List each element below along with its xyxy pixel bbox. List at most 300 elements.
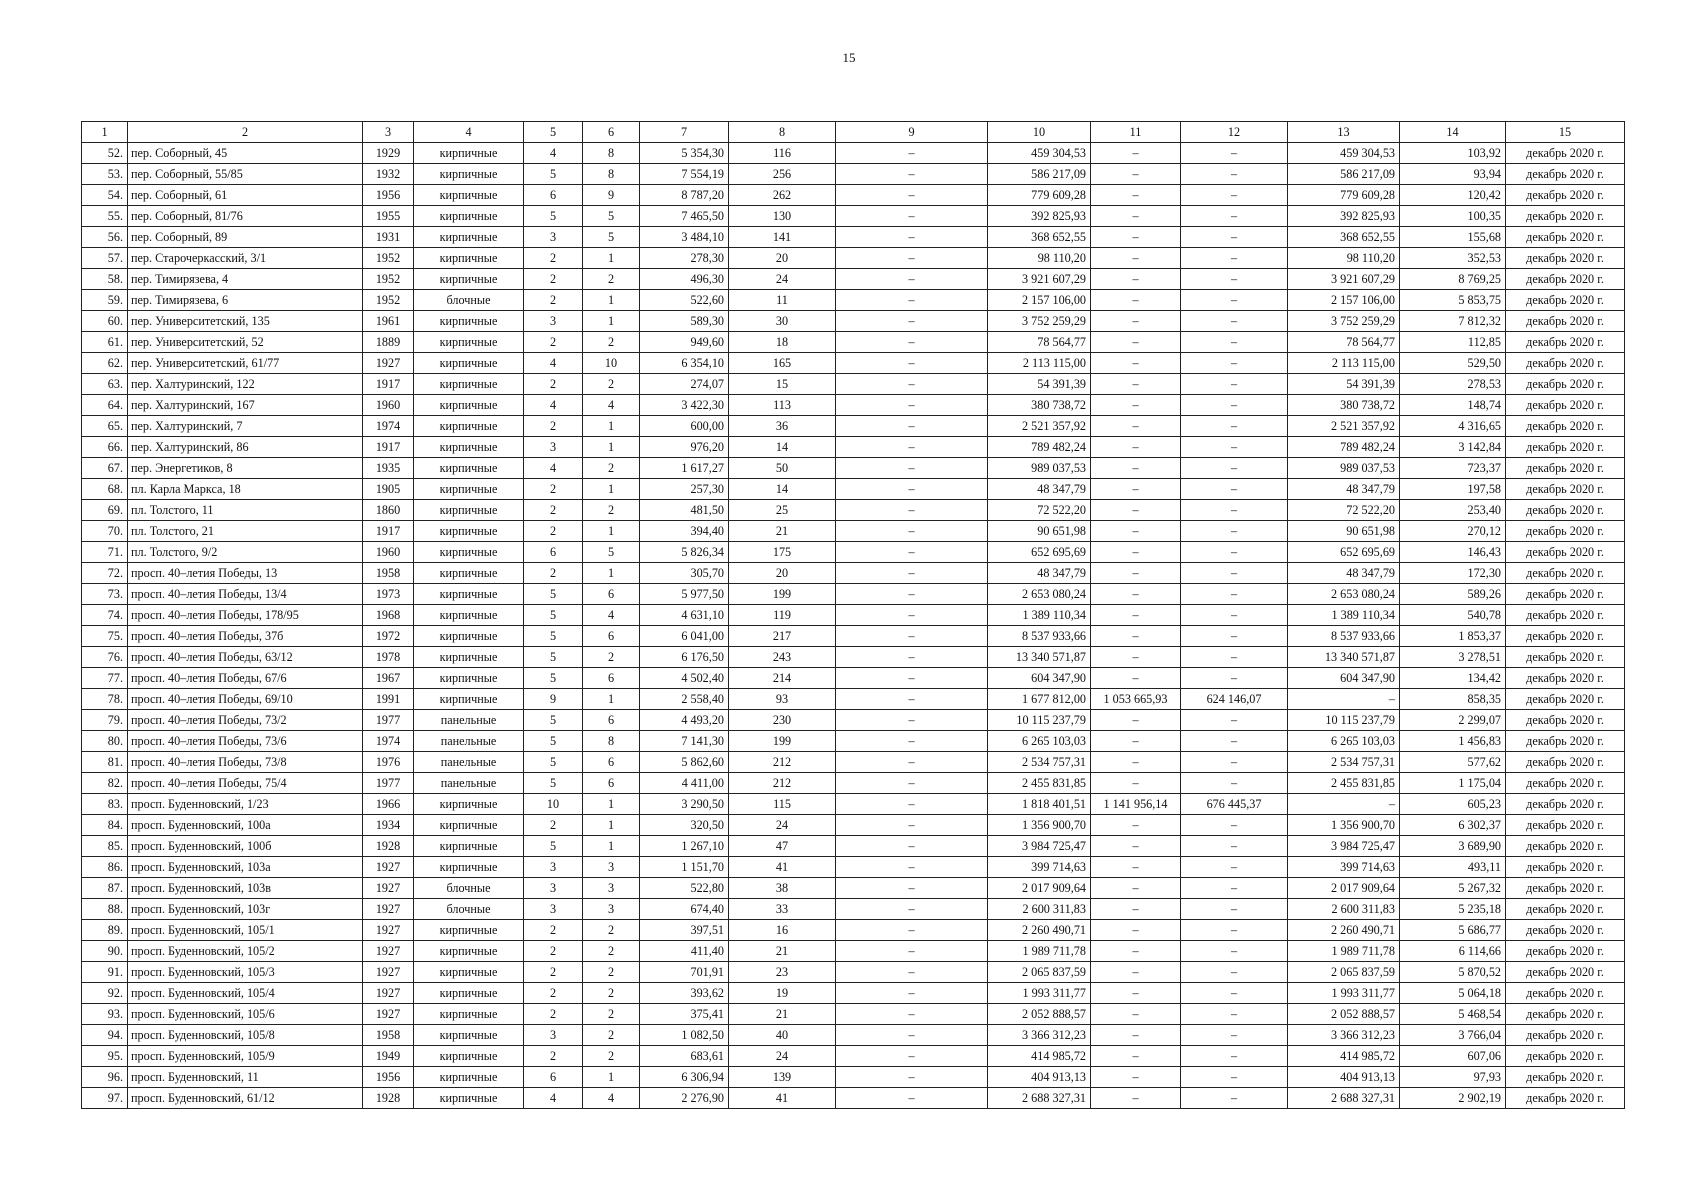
table-row xyxy=(82,479,1625,500)
table-header-row xyxy=(82,122,1625,143)
table-cell-col-15: декабрь 2020 г. xyxy=(1506,941,1625,962)
table-cell-col-9: – xyxy=(836,605,988,626)
table-cell-col-2: пер. Старочеркасский, 3/1 xyxy=(128,248,363,269)
table-cell-col-11: – xyxy=(1091,647,1181,668)
table-cell-col-1: 89. xyxy=(82,920,128,941)
table-cell-col-7: 4 631,10 xyxy=(640,605,729,626)
table-cell-col-5: 5 xyxy=(524,836,583,857)
table-cell-col-12: – xyxy=(1181,500,1288,521)
table-row xyxy=(82,416,1625,437)
table-cell-col-13: 6 265 103,03 xyxy=(1288,731,1400,752)
table-row xyxy=(82,353,1625,374)
table-cell-col-1: 62. xyxy=(82,353,128,374)
table-cell-col-8: 212 xyxy=(729,752,836,773)
table-cell-col-13: 98 110,20 xyxy=(1288,248,1400,269)
table-cell-col-15: декабрь 2020 г. xyxy=(1506,332,1625,353)
table-cell-col-9: – xyxy=(836,437,988,458)
table-cell-col-4: кирпичные xyxy=(414,626,524,647)
table-cell-col-9: – xyxy=(836,458,988,479)
table-cell-col-8: 21 xyxy=(729,1004,836,1025)
table-cell-col-5: 2 xyxy=(524,500,583,521)
table-cell-col-7: 8 787,20 xyxy=(640,185,729,206)
table-cell-col-4: кирпичные xyxy=(414,206,524,227)
table-cell-col-13: 2 052 888,57 xyxy=(1288,1004,1400,1025)
table-cell-col-7: 522,60 xyxy=(640,290,729,311)
table-cell-col-14: 2 902,19 xyxy=(1400,1088,1506,1109)
table-cell-col-5: 2 xyxy=(524,416,583,437)
table-cell-col-5: 3 xyxy=(524,857,583,878)
table-cell-col-15: декабрь 2020 г. xyxy=(1506,815,1625,836)
table-cell-col-10: 789 482,24 xyxy=(988,437,1091,458)
table-cell-col-6: 1 xyxy=(583,437,640,458)
table-cell-col-3: 1968 xyxy=(363,605,414,626)
table-cell-col-3: 1927 xyxy=(363,353,414,374)
table-cell-col-3: 1917 xyxy=(363,521,414,542)
table-cell-col-8: 93 xyxy=(729,689,836,710)
table-cell-col-11: – xyxy=(1091,983,1181,1004)
table-cell-col-7: 320,50 xyxy=(640,815,729,836)
table-cell-col-15: декабрь 2020 г. xyxy=(1506,143,1625,164)
table-cell-col-8: 30 xyxy=(729,311,836,332)
table-row xyxy=(82,1004,1625,1025)
table-cell-col-1: 67. xyxy=(82,458,128,479)
table-cell-col-3: 1934 xyxy=(363,815,414,836)
table-cell-col-1: 61. xyxy=(82,332,128,353)
table-cell-col-11: – xyxy=(1091,773,1181,794)
page-number: 15 xyxy=(842,50,856,65)
table-cell-col-10: 368 652,55 xyxy=(988,227,1091,248)
table-cell-col-15: декабрь 2020 г. xyxy=(1506,437,1625,458)
table-cell-col-2: просп. Буденновский, 11 xyxy=(128,1067,363,1088)
table-cell-col-11: – xyxy=(1091,563,1181,584)
table-row xyxy=(82,584,1625,605)
table-cell-col-1: 83. xyxy=(82,794,128,815)
table-cell-col-1: 68. xyxy=(82,479,128,500)
table-cell-col-9: – xyxy=(836,647,988,668)
table-cell-col-9: – xyxy=(836,353,988,374)
table-cell-col-9: – xyxy=(836,500,988,521)
table-cell-col-11: – xyxy=(1091,668,1181,689)
table-cell-col-2: просп. Буденновский, 105/4 xyxy=(128,983,363,1004)
table-row xyxy=(82,542,1625,563)
table-cell-col-9: – xyxy=(836,794,988,815)
table-cell-col-8: 20 xyxy=(729,248,836,269)
table-row xyxy=(82,836,1625,857)
table-cell-col-2: пер. Халтуринский, 86 xyxy=(128,437,363,458)
table-cell-col-14: 270,12 xyxy=(1400,521,1506,542)
table-cell-col-14: 3 766,04 xyxy=(1400,1025,1506,1046)
table-cell-col-10: 1 818 401,51 xyxy=(988,794,1091,815)
table-cell-col-1: 64. xyxy=(82,395,128,416)
table-cell-col-12: 624 146,07 xyxy=(1181,689,1288,710)
table-cell-col-10: 404 913,13 xyxy=(988,1067,1091,1088)
table-row xyxy=(82,668,1625,689)
table-cell-col-14: 197,58 xyxy=(1400,479,1506,500)
table-row xyxy=(82,647,1625,668)
table-cell-col-13: 1 993 311,77 xyxy=(1288,983,1400,1004)
table-cell-col-3: 1960 xyxy=(363,395,414,416)
table-cell-col-8: 19 xyxy=(729,983,836,1004)
table-cell-col-5: 2 xyxy=(524,920,583,941)
table-cell-col-10: 3 984 725,47 xyxy=(988,836,1091,857)
table-cell-col-15: декабрь 2020 г. xyxy=(1506,584,1625,605)
table-cell-col-13: 2 017 909,64 xyxy=(1288,878,1400,899)
table-cell-col-13: 78 564,77 xyxy=(1288,332,1400,353)
table-cell-col-15: декабрь 2020 г. xyxy=(1506,878,1625,899)
table-cell-col-8: 20 xyxy=(729,563,836,584)
table-cell-col-8: 23 xyxy=(729,962,836,983)
table-cell-col-2: просп. 40–летия Победы, 75/4 xyxy=(128,773,363,794)
table-cell-col-12: – xyxy=(1181,206,1288,227)
table-cell-col-8: 50 xyxy=(729,458,836,479)
table-cell-col-15: декабрь 2020 г. xyxy=(1506,248,1625,269)
table-cell-col-12: – xyxy=(1181,1067,1288,1088)
table-cell-col-2: просп. Буденновский, 105/6 xyxy=(128,1004,363,1025)
table-cell-col-14: 529,50 xyxy=(1400,353,1506,374)
table-cell-col-13: – xyxy=(1288,794,1400,815)
table-cell-col-13: 586 217,09 xyxy=(1288,164,1400,185)
table-cell-col-2: просп. Буденновский, 105/2 xyxy=(128,941,363,962)
table-row xyxy=(82,458,1625,479)
table-cell-col-13: 989 037,53 xyxy=(1288,458,1400,479)
table-cell-col-13: 1 389 110,34 xyxy=(1288,605,1400,626)
table-cell-col-11: – xyxy=(1091,395,1181,416)
table-cell-col-1: 97. xyxy=(82,1088,128,1109)
table-cell-col-7: 375,41 xyxy=(640,1004,729,1025)
table-cell-col-9: – xyxy=(836,710,988,731)
table-cell-col-11: – xyxy=(1091,185,1181,206)
table-cell-col-10: 3 752 259,29 xyxy=(988,311,1091,332)
table-cell-col-13: 8 537 933,66 xyxy=(1288,626,1400,647)
table-cell-col-1: 91. xyxy=(82,962,128,983)
table-cell-col-8: 24 xyxy=(729,1046,836,1067)
table-cell-col-13: 1 356 900,70 xyxy=(1288,815,1400,836)
table-cell-col-5: 5 xyxy=(524,710,583,731)
table-cell-col-12: – xyxy=(1181,437,1288,458)
table-cell-col-8: 256 xyxy=(729,164,836,185)
table-cell-col-12: – xyxy=(1181,311,1288,332)
table-cell-col-6: 2 xyxy=(583,983,640,1004)
table-cell-col-9: – xyxy=(836,626,988,647)
table-cell-col-3: 1974 xyxy=(363,731,414,752)
table-cell-col-2: пер. Тимирязева, 6 xyxy=(128,290,363,311)
table-row xyxy=(82,311,1625,332)
table-cell-col-4: кирпичные xyxy=(414,794,524,815)
table-cell-col-1: 78. xyxy=(82,689,128,710)
table-cell-col-15: декабрь 2020 г. xyxy=(1506,521,1625,542)
table-cell-col-2: пер. Халтуринский, 122 xyxy=(128,374,363,395)
table-cell-col-10: 2 260 490,71 xyxy=(988,920,1091,941)
table-cell-col-6: 2 xyxy=(583,647,640,668)
table-cell-col-3: 1991 xyxy=(363,689,414,710)
table-cell-col-3: 1973 xyxy=(363,584,414,605)
table-row xyxy=(82,941,1625,962)
table-cell-col-11: – xyxy=(1091,206,1181,227)
table-cell-col-8: 199 xyxy=(729,584,836,605)
table-cell-col-13: 54 391,39 xyxy=(1288,374,1400,395)
table-cell-col-8: 116 xyxy=(729,143,836,164)
table-row xyxy=(82,206,1625,227)
table-cell-col-7: 496,30 xyxy=(640,269,729,290)
table-cell-col-11: – xyxy=(1091,311,1181,332)
table-cell-col-15: декабрь 2020 г. xyxy=(1506,1088,1625,1109)
table-cell-col-7: 589,30 xyxy=(640,311,729,332)
table-cell-col-6: 1 xyxy=(583,416,640,437)
table-cell-col-8: 21 xyxy=(729,521,836,542)
table-cell-col-12: – xyxy=(1181,731,1288,752)
table-cell-col-9: – xyxy=(836,1025,988,1046)
table-cell-col-9: – xyxy=(836,563,988,584)
table-cell-col-15: декабрь 2020 г. xyxy=(1506,353,1625,374)
table-cell-col-13: 2 600 311,83 xyxy=(1288,899,1400,920)
table-cell-col-1: 70. xyxy=(82,521,128,542)
table-cell-col-15: декабрь 2020 г. xyxy=(1506,689,1625,710)
column-header-8: 8 xyxy=(729,122,836,143)
table-cell-col-5: 5 xyxy=(524,647,583,668)
table-cell-col-9: – xyxy=(836,248,988,269)
table-cell-col-10: 2 455 831,85 xyxy=(988,773,1091,794)
table-cell-col-11: – xyxy=(1091,416,1181,437)
table-cell-col-7: 674,40 xyxy=(640,899,729,920)
table-cell-col-9: – xyxy=(836,206,988,227)
table-cell-col-9: – xyxy=(836,542,988,563)
table-cell-col-12: – xyxy=(1181,920,1288,941)
table-cell-col-3: 1977 xyxy=(363,773,414,794)
table-cell-col-2: просп. Буденновский, 100а xyxy=(128,815,363,836)
table-cell-col-15: декабрь 2020 г. xyxy=(1506,311,1625,332)
table-cell-col-8: 262 xyxy=(729,185,836,206)
table-cell-col-5: 5 xyxy=(524,626,583,647)
table-cell-col-2: просп. 40–летия Победы, 73/8 xyxy=(128,752,363,773)
column-header-11: 11 xyxy=(1091,122,1181,143)
table-cell-col-6: 6 xyxy=(583,584,640,605)
table-cell-col-1: 85. xyxy=(82,836,128,857)
column-header-6: 6 xyxy=(583,122,640,143)
table-cell-col-14: 607,06 xyxy=(1400,1046,1506,1067)
table-cell-col-6: 5 xyxy=(583,542,640,563)
table-cell-col-3: 1905 xyxy=(363,479,414,500)
table-cell-col-3: 1889 xyxy=(363,332,414,353)
table-cell-col-12: – xyxy=(1181,1088,1288,1109)
table-cell-col-3: 1972 xyxy=(363,626,414,647)
table-cell-col-6: 9 xyxy=(583,185,640,206)
table-cell-col-7: 7 141,30 xyxy=(640,731,729,752)
table-cell-col-5: 2 xyxy=(524,941,583,962)
table-cell-col-13: 392 825,93 xyxy=(1288,206,1400,227)
table-cell-col-7: 2 276,90 xyxy=(640,1088,729,1109)
table-cell-col-5: 4 xyxy=(524,458,583,479)
table-cell-col-9: – xyxy=(836,836,988,857)
table-cell-col-5: 3 xyxy=(524,878,583,899)
table-cell-col-7: 1 617,27 xyxy=(640,458,729,479)
table-cell-col-6: 1 xyxy=(583,836,640,857)
table-cell-col-15: декабрь 2020 г. xyxy=(1506,794,1625,815)
table-cell-col-11: – xyxy=(1091,626,1181,647)
table-cell-col-6: 5 xyxy=(583,206,640,227)
table-cell-col-6: 8 xyxy=(583,143,640,164)
table-cell-col-5: 2 xyxy=(524,332,583,353)
table-cell-col-14: 858,35 xyxy=(1400,689,1506,710)
table-cell-col-4: кирпичные xyxy=(414,584,524,605)
table-cell-col-2: пер. Тимирязева, 4 xyxy=(128,269,363,290)
table-cell-col-6: 1 xyxy=(583,248,640,269)
table-cell-col-2: пер. Халтуринский, 167 xyxy=(128,395,363,416)
table-cell-col-13: 380 738,72 xyxy=(1288,395,1400,416)
table-cell-col-14: 5 853,75 xyxy=(1400,290,1506,311)
table-cell-col-4: кирпичные xyxy=(414,227,524,248)
table-cell-col-11: – xyxy=(1091,857,1181,878)
table-cell-col-4: кирпичные xyxy=(414,143,524,164)
table-cell-col-15: декабрь 2020 г. xyxy=(1506,1046,1625,1067)
table-cell-col-8: 115 xyxy=(729,794,836,815)
table-cell-col-6: 6 xyxy=(583,773,640,794)
table-cell-col-13: 2 113 115,00 xyxy=(1288,353,1400,374)
table-cell-col-10: 54 391,39 xyxy=(988,374,1091,395)
table-cell-col-8: 165 xyxy=(729,353,836,374)
table-cell-col-13: 3 366 312,23 xyxy=(1288,1025,1400,1046)
table-cell-col-8: 18 xyxy=(729,332,836,353)
table-cell-col-3: 1956 xyxy=(363,1067,414,1088)
table-cell-col-2: пер. Халтуринский, 7 xyxy=(128,416,363,437)
table-cell-col-5: 6 xyxy=(524,185,583,206)
table-cell-col-8: 141 xyxy=(729,227,836,248)
table-cell-col-3: 1927 xyxy=(363,878,414,899)
table-row xyxy=(82,395,1625,416)
table-cell-col-15: декабрь 2020 г. xyxy=(1506,206,1625,227)
table-cell-col-2: пер. Университетский, 61/77 xyxy=(128,353,363,374)
table-cell-col-6: 8 xyxy=(583,731,640,752)
table-cell-col-14: 146,43 xyxy=(1400,542,1506,563)
table-cell-col-1: 94. xyxy=(82,1025,128,1046)
table-cell-col-3: 1927 xyxy=(363,962,414,983)
table-cell-col-1: 93. xyxy=(82,1004,128,1025)
table-cell-col-3: 1927 xyxy=(363,941,414,962)
table-cell-col-2: пл. Толстого, 11 xyxy=(128,500,363,521)
column-header-15: 15 xyxy=(1506,122,1625,143)
table-cell-col-14: 352,53 xyxy=(1400,248,1506,269)
table-cell-col-12: – xyxy=(1181,563,1288,584)
table-cell-col-1: 65. xyxy=(82,416,128,437)
table-cell-col-7: 976,20 xyxy=(640,437,729,458)
table-cell-col-6: 6 xyxy=(583,626,640,647)
table-cell-col-13: 72 522,20 xyxy=(1288,500,1400,521)
table-cell-col-1: 72. xyxy=(82,563,128,584)
table-cell-col-14: 6 302,37 xyxy=(1400,815,1506,836)
table-cell-col-10: 1 389 110,34 xyxy=(988,605,1091,626)
table-cell-col-4: кирпичные xyxy=(414,542,524,563)
table-cell-col-7: 4 493,20 xyxy=(640,710,729,731)
table-cell-col-1: 95. xyxy=(82,1046,128,1067)
table-cell-col-12: – xyxy=(1181,1025,1288,1046)
table-cell-col-7: 5 862,60 xyxy=(640,752,729,773)
table-cell-col-7: 411,40 xyxy=(640,941,729,962)
table-cell-col-7: 1 267,10 xyxy=(640,836,729,857)
table-cell-col-14: 112,85 xyxy=(1400,332,1506,353)
table-cell-col-2: пер. Соборный, 45 xyxy=(128,143,363,164)
table-cell-col-9: – xyxy=(836,374,988,395)
table-cell-col-15: декабрь 2020 г. xyxy=(1506,710,1625,731)
table-cell-col-15: декабрь 2020 г. xyxy=(1506,626,1625,647)
table-cell-col-4: панельные xyxy=(414,752,524,773)
table-cell-col-4: блочные xyxy=(414,899,524,920)
table-cell-col-11: – xyxy=(1091,248,1181,269)
table-cell-col-10: 90 651,98 xyxy=(988,521,1091,542)
table-cell-col-5: 2 xyxy=(524,521,583,542)
table-cell-col-5: 5 xyxy=(524,584,583,605)
table-cell-col-11: – xyxy=(1091,353,1181,374)
table-cell-col-9: – xyxy=(836,1088,988,1109)
table-cell-col-1: 73. xyxy=(82,584,128,605)
table-row xyxy=(82,815,1625,836)
table-cell-col-12: – xyxy=(1181,227,1288,248)
table-cell-col-15: декабрь 2020 г. xyxy=(1506,899,1625,920)
table-cell-col-14: 605,23 xyxy=(1400,794,1506,815)
table-cell-col-4: кирпичные xyxy=(414,815,524,836)
table-cell-col-10: 779 609,28 xyxy=(988,185,1091,206)
table-cell-col-9: – xyxy=(836,689,988,710)
table-cell-col-12: – xyxy=(1181,521,1288,542)
table-cell-col-12: – xyxy=(1181,584,1288,605)
table-cell-col-6: 1 xyxy=(583,290,640,311)
table-cell-col-11: – xyxy=(1091,1067,1181,1088)
table-cell-col-4: кирпичные xyxy=(414,458,524,479)
table-cell-col-3: 1952 xyxy=(363,290,414,311)
table-cell-col-9: – xyxy=(836,1046,988,1067)
table-cell-col-5: 2 xyxy=(524,248,583,269)
table-cell-col-13: 2 688 327,31 xyxy=(1288,1088,1400,1109)
table-cell-col-13: 459 304,53 xyxy=(1288,143,1400,164)
table-cell-col-13: 48 347,79 xyxy=(1288,563,1400,584)
table-cell-col-3: 1949 xyxy=(363,1046,414,1067)
table-cell-col-10: 380 738,72 xyxy=(988,395,1091,416)
table-cell-col-13: 3 921 607,29 xyxy=(1288,269,1400,290)
table-cell-col-1: 54. xyxy=(82,185,128,206)
table-cell-col-4: кирпичные xyxy=(414,836,524,857)
table-cell-col-7: 3 422,30 xyxy=(640,395,729,416)
table-cell-col-11: – xyxy=(1091,437,1181,458)
table-cell-col-14: 120,42 xyxy=(1400,185,1506,206)
table-cell-col-5: 2 xyxy=(524,479,583,500)
table-cell-col-7: 274,07 xyxy=(640,374,729,395)
table-cell-col-10: 1 677 812,00 xyxy=(988,689,1091,710)
table-cell-col-9: – xyxy=(836,416,988,437)
table-cell-col-2: просп. Буденновский, 100б xyxy=(128,836,363,857)
table-cell-col-8: 119 xyxy=(729,605,836,626)
table-cell-col-9: – xyxy=(836,878,988,899)
table-cell-col-13: 604 347,90 xyxy=(1288,668,1400,689)
table-cell-col-6: 1 xyxy=(583,311,640,332)
table-cell-col-1: 59. xyxy=(82,290,128,311)
table-cell-col-4: блочные xyxy=(414,878,524,899)
table-cell-col-6: 4 xyxy=(583,1088,640,1109)
table-cell-col-15: декабрь 2020 г. xyxy=(1506,773,1625,794)
table-cell-col-3: 1961 xyxy=(363,311,414,332)
table-cell-col-5: 5 xyxy=(524,752,583,773)
table-row xyxy=(82,332,1625,353)
table-row xyxy=(82,563,1625,584)
table-cell-col-2: просп. Буденновский, 61/12 xyxy=(128,1088,363,1109)
table-cell-col-10: 2 113 115,00 xyxy=(988,353,1091,374)
table-cell-col-5: 6 xyxy=(524,1067,583,1088)
table-cell-col-13: 414 985,72 xyxy=(1288,1046,1400,1067)
table-row xyxy=(82,983,1625,1004)
table-cell-col-6: 3 xyxy=(583,878,640,899)
table-cell-col-1: 69. xyxy=(82,500,128,521)
table-cell-col-4: панельные xyxy=(414,731,524,752)
table-cell-col-11: – xyxy=(1091,164,1181,185)
table-cell-col-9: – xyxy=(836,941,988,962)
table-row xyxy=(82,521,1625,542)
